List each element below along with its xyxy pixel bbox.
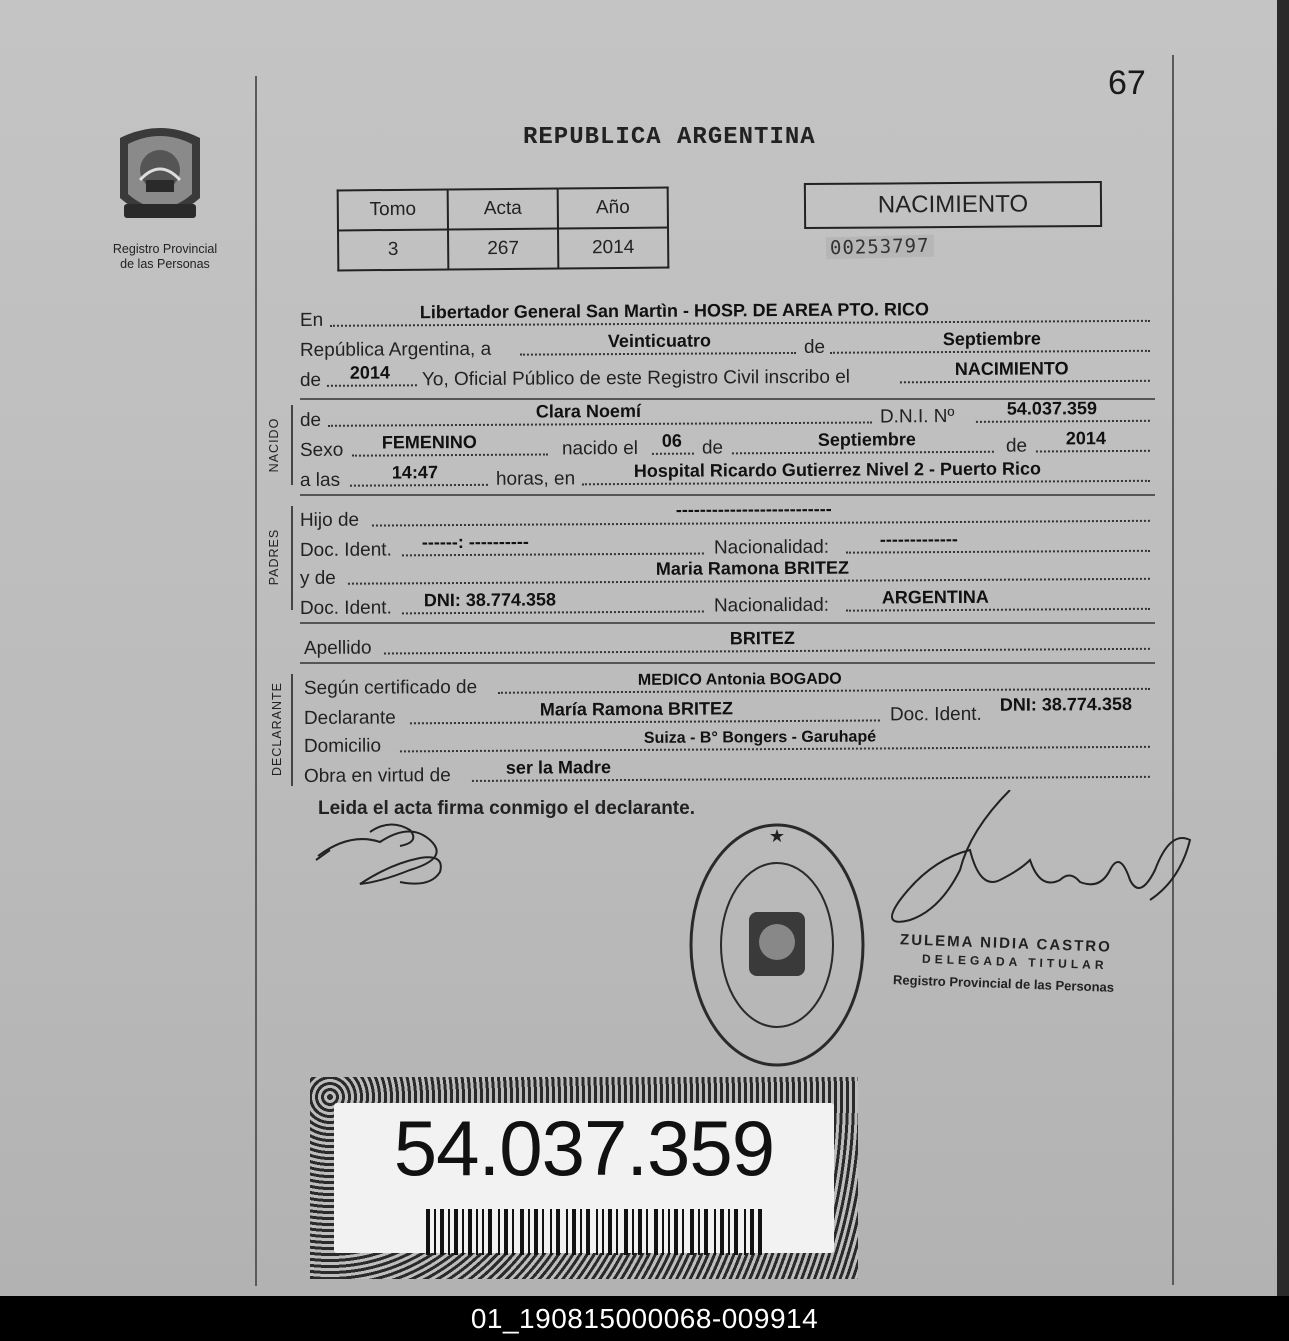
- label-y-de: y de: [299, 567, 336, 589]
- label-de2: de: [299, 369, 322, 392]
- registry-table: [337, 187, 670, 272]
- label-de-month: de: [701, 437, 724, 459]
- section-label-declarante: DECLARANTE: [270, 681, 284, 777]
- value-certificado: MEDICO Antonia BOGADO: [637, 670, 842, 689]
- label-declarante: Declarante: [303, 707, 396, 729]
- logo-caption-line1: Registro Provincial: [112, 242, 218, 256]
- row-en: [300, 301, 1152, 332]
- value-father-nationality: -------------: [879, 528, 958, 550]
- page-number: 67: [1108, 64, 1146, 102]
- record-type-box: NACIMIENTO: [804, 181, 1102, 229]
- row-declarante: [300, 693, 1152, 730]
- row-hijo-de: [299, 498, 1152, 532]
- value-apellido: BRITEZ: [729, 627, 795, 649]
- misiones-seal-logo: [110, 118, 210, 236]
- label-hijo-de: Hijo de: [299, 509, 360, 531]
- official-round-stamp: [685, 820, 875, 1070]
- value-year: 2014: [349, 362, 390, 383]
- row-father-doc: [299, 528, 1152, 562]
- label-de1: de: [803, 336, 826, 358]
- label-obra: Obra en virtud de: [303, 765, 451, 787]
- row-obra: [300, 757, 1152, 788]
- official-title: DELEGADA TITULAR: [921, 951, 1108, 973]
- header-anio: Año: [558, 188, 668, 229]
- value-place: Libertador General San Martìn - HOSP. DE AREA PTO. RICO: [419, 299, 930, 323]
- value-acta: 267: [448, 229, 558, 270]
- document-title: REPUBLICA ARGENTINA: [523, 124, 816, 151]
- barcode-number: 54.037.359: [393, 1104, 775, 1192]
- section-bracket-padres: [291, 506, 293, 610]
- section-label-padres: PADRES: [267, 528, 281, 586]
- value-declarante: María Ramona BRITEZ: [539, 698, 733, 720]
- value-month: Septiembre: [942, 328, 1041, 350]
- row-y-de: [300, 559, 1152, 590]
- scan-file-id: 01_190815000068-009914: [0, 1296, 1289, 1341]
- barcode-label: [334, 1103, 834, 1253]
- label-apellido: Apellido: [303, 637, 372, 659]
- section-bracket-declarante: [291, 674, 293, 786]
- value-father-name: --------------------------: [675, 498, 832, 520]
- page-edge: [1277, 0, 1289, 1296]
- official-organization: Registro Provincial de las Personas: [892, 972, 1115, 995]
- label-inscribo: Yo, Oficial Público de este Registro Civil inscribo el: [421, 366, 851, 391]
- label-en: En: [299, 309, 324, 332]
- row-mother-doc: [299, 586, 1152, 620]
- section-label-nacido: NACIDO: [267, 417, 281, 473]
- value-act-type: NACIMIENTO: [954, 358, 1069, 379]
- logo-caption-line2: de las Personas: [120, 257, 210, 271]
- official-name: ZULEMA NIDIA CASTRO: [899, 931, 1113, 956]
- value-domicilio: Suiza - B° Bongers - Garuhapé: [643, 728, 877, 747]
- registry-table-header: [338, 188, 668, 231]
- value-obra: ser la Madre: [505, 757, 612, 778]
- label-de-year: de: [1005, 435, 1028, 457]
- value-birth-month: Septiembre: [817, 429, 916, 450]
- label-a-las: a las: [299, 469, 341, 492]
- value-birth-year: 2014: [1065, 428, 1106, 449]
- value-birth-day: 06: [661, 430, 682, 451]
- value-sexo: FEMENINO: [381, 431, 477, 453]
- registry-table-values: [338, 228, 668, 271]
- label-domicilio: Domicilio: [303, 735, 382, 757]
- closing-statement: Leida el acta firma conmigo el declarante.: [318, 798, 695, 819]
- divider-2: [300, 494, 1155, 496]
- label-certificado: Según certificado de: [303, 676, 478, 699]
- label-declarante-doc: Doc. Ident.: [889, 703, 982, 726]
- value-child-dni: 54.037.359: [1006, 398, 1098, 419]
- header-acta: Acta: [448, 189, 558, 230]
- label-nacido-el: nacido el: [561, 437, 639, 460]
- header-tomo: Tomo: [338, 189, 448, 230]
- row-sexo: [299, 428, 1152, 462]
- label-mother-nationality: Nacionalidad:: [713, 594, 830, 617]
- label-de-name: de: [299, 409, 322, 432]
- row-hora: [299, 458, 1152, 492]
- value-mother-doc: DNI: 38.774.358: [423, 589, 557, 611]
- value-declarante-doc: DNI: 38.774.358: [999, 693, 1133, 715]
- label-republica: República Argentina, a: [299, 338, 492, 362]
- label-father-doc: Doc. Ident.: [299, 539, 392, 561]
- row-nacido-name: [299, 398, 1152, 432]
- left-margin-line: [255, 76, 257, 1286]
- value-child-name: Clara Noemí: [535, 400, 641, 422]
- label-father-nationality: Nacionalidad:: [713, 536, 830, 559]
- value-birth-place: Hospital Ricardo Gutierrez Nivel 2 - Puerto Rico: [633, 458, 1042, 481]
- value-mother-nationality: ARGENTINA: [881, 586, 989, 608]
- label-horas: horas, en: [495, 468, 576, 490]
- divider-4: [300, 662, 1155, 664]
- row-domicilio: [300, 727, 1152, 758]
- row-apellido: [300, 629, 1152, 660]
- barcode-sticker: [310, 1077, 858, 1279]
- svg-text:★: ★: [768, 826, 786, 846]
- official-signature: [870, 790, 1200, 940]
- value-father-doc: ------: ----------: [421, 531, 529, 553]
- label-sexo: Sexo: [299, 439, 344, 462]
- logo-caption: [95, 242, 235, 272]
- declarant-signature: [310, 812, 470, 896]
- section-bracket-nacido: [291, 405, 293, 485]
- row-republica: [299, 328, 1152, 362]
- value-mother-name: Maria Ramona BRITEZ: [655, 557, 849, 579]
- value-anio: 2014: [558, 228, 668, 269]
- label-mother-doc: Doc. Ident.: [299, 597, 392, 619]
- serial-number: 00253797: [826, 235, 934, 260]
- right-margin-line: [1172, 55, 1174, 1285]
- divider-3: [300, 622, 1155, 624]
- value-time: 14:47: [391, 462, 438, 483]
- value-tomo: 3: [338, 229, 448, 270]
- value-day: Veinticuatro: [607, 330, 711, 352]
- row-inscribo: [299, 358, 1152, 392]
- barcode-bars: [426, 1209, 762, 1255]
- label-dni: D.N.I. Nº: [879, 406, 955, 428]
